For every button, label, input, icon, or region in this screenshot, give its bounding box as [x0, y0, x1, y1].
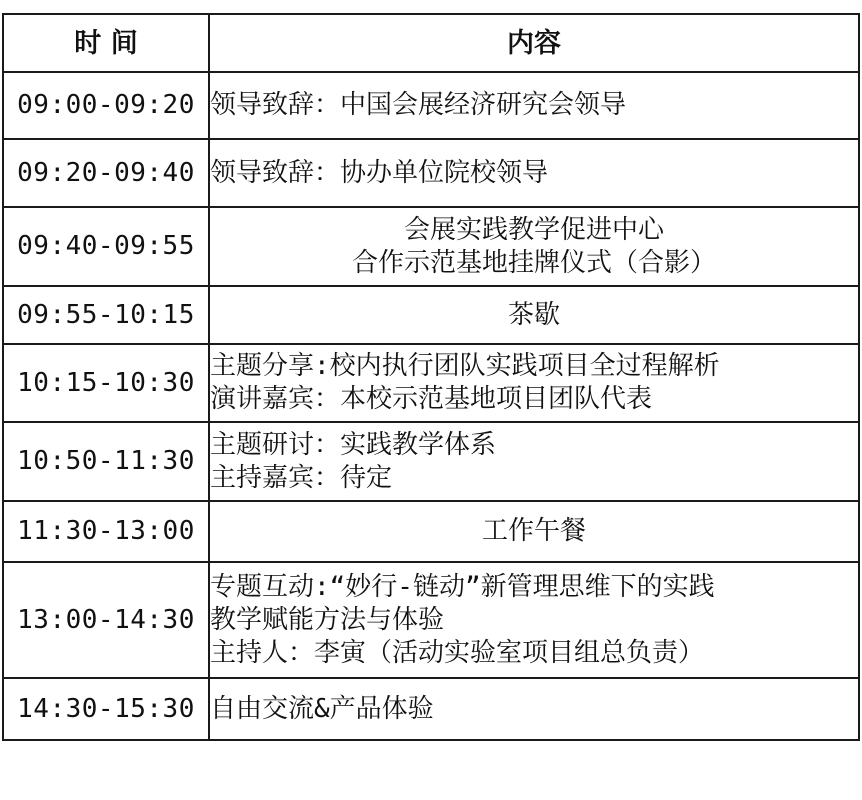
header-row	[3, 14, 859, 72]
table-row	[3, 422, 859, 501]
content-line: 教学赋能方法与体验	[210, 604, 445, 635]
content-cell	[209, 422, 859, 501]
time-cell: 09:00-09:20	[3, 72, 209, 139]
time-cell: 09:40-09:55	[3, 207, 209, 286]
content-line: 茶歇	[507, 299, 560, 330]
content-line: 自由交流&产品体验	[210, 693, 434, 724]
content-line: 合作示范基地挂牌仪式（合影）	[351, 247, 716, 278]
content-cell	[209, 139, 859, 207]
table-row	[3, 562, 859, 678]
content-cell	[209, 344, 859, 422]
content-cell	[209, 72, 859, 139]
time-cell: 09:55-10:15	[3, 286, 209, 344]
header-time: 时 间	[3, 14, 209, 72]
content-line: 主持人：李寅（活动实验室项目组总负责）	[210, 637, 705, 668]
time-cell: 09:20-09:40	[3, 139, 209, 207]
time-cell: 14:30-15:30	[3, 678, 209, 740]
content-line: 专题互动:“妙行-链动”新管理思维下的实践	[210, 571, 715, 602]
content-line: 工作午餐	[481, 516, 586, 546]
table-row	[3, 286, 859, 344]
table-row	[3, 678, 859, 740]
table-row	[3, 72, 859, 139]
time-cell: 10:15-10:30	[3, 344, 209, 422]
time-cell: 10:50-11:30	[3, 422, 209, 501]
content-line: 会展实践教学促进中心	[403, 214, 664, 245]
content-cell	[209, 678, 859, 740]
header-content: 内容	[209, 14, 859, 72]
schedule-table	[2, 13, 860, 741]
table-row	[3, 501, 859, 562]
time-cell: 13:00-14:30	[3, 562, 209, 678]
content-line: 主持嘉宾：待定	[210, 462, 393, 493]
content-line: 演讲嘉宾：本校示范基地项目团队代表	[210, 384, 653, 414]
table-row	[3, 207, 859, 286]
content-line: 主题分享:校内执行团队实践项目全过程解析	[210, 351, 720, 381]
content-line: 领导致辞：协办单位院校领导	[210, 157, 549, 188]
table-row	[3, 139, 859, 207]
content-cell	[209, 207, 859, 286]
table-row	[3, 344, 859, 422]
content-cell	[209, 562, 859, 678]
time-cell: 11:30-13:00	[3, 501, 209, 562]
content-line: 领导致辞：中国会展经济研究会领导	[210, 90, 627, 120]
content-cell	[209, 501, 859, 562]
content-line: 主题研讨：实践教学体系	[210, 429, 497, 460]
content-cell	[209, 286, 859, 344]
